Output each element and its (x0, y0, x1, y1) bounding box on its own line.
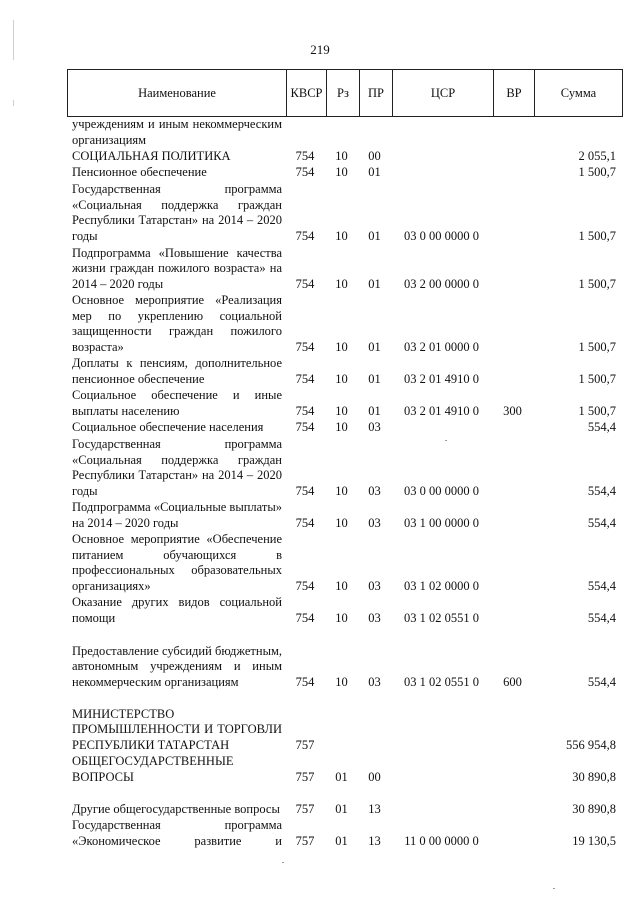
row-name: Государственная программа «Экономическое развитие и (72, 818, 282, 849)
table-row (67, 436, 623, 500)
table-row (67, 818, 623, 850)
header-pr: ПР (359, 70, 392, 116)
row-kvsr: 754 (295, 675, 315, 690)
row-name: Доплаты к пенсиям, дополнительное пенсионное обеспечение (72, 356, 282, 387)
row-vr: 300 (503, 404, 522, 419)
row-kvsr: 757 (295, 738, 315, 753)
row-name: Государственная программа «Социальная поддержка граждан Республики Татарстан» на 2014 – 2020 годы (72, 181, 282, 244)
row-kvsr: 754 (295, 484, 315, 499)
row-name: Предоставление субсидий бюджетным, автономным учреждениям и иным некоммерческим организациям (72, 643, 282, 690)
row-rz: 01 (335, 770, 348, 785)
row-vr: 600 (503, 675, 522, 690)
row-sum: 554,4 (587, 484, 616, 499)
table-row (67, 786, 623, 818)
table-row (67, 293, 623, 356)
row-csr: 03 2 01 4910 0 (404, 372, 479, 387)
row-name: Государственная программа «Социальная поддержка граждан Республики Татарстан» на 2014 – 2020 годы (72, 436, 282, 499)
row-pr: 01 (368, 404, 381, 419)
row-sum: 1 500,7 (578, 229, 616, 244)
row-sum: 554,4 (587, 579, 616, 594)
table-row (67, 532, 623, 595)
row-rz: 10 (335, 340, 348, 355)
table-row (67, 595, 623, 627)
row-csr: 03 1 02 0551 0 (404, 611, 479, 626)
row-kvsr: 754 (295, 611, 315, 626)
row-sum: 2 055,1 (578, 149, 616, 164)
row-pr: 00 (368, 149, 381, 164)
table-row (67, 245, 623, 293)
table-row (67, 356, 623, 388)
row-pr: 03 (368, 484, 381, 499)
row-name: Социальное обеспечение и иные выплаты населению (72, 388, 282, 419)
header-rz: Рз (326, 70, 359, 116)
table-row (67, 500, 623, 532)
row-sum: 554,4 (587, 675, 616, 690)
row-pr: 03 (368, 420, 381, 435)
row-sum: 1 500,7 (578, 277, 616, 292)
row-sum: 30 890,8 (572, 802, 616, 817)
row-name: Основное мероприятие «Обеспечение питанием обучающихся в профессиональных образовательных организациях» (72, 531, 282, 594)
row-kvsr: 754 (295, 420, 315, 435)
row-name: учреждениям и иным некоммерческим организациям (72, 117, 282, 148)
page-number: 219 (310, 42, 330, 57)
table-row (67, 691, 623, 754)
row-name: Основное мероприятие «Реализация мер по укреплению социальной защищенности граждан пожилого возраста» (72, 292, 282, 355)
row-name: Пенсионное обеспечение (72, 165, 207, 180)
row-name: Подпрограмма «Повышение качества жизни граждан пожилого возраста» на 2014 – 2020 годы (72, 245, 282, 292)
row-rz: 10 (335, 516, 348, 531)
row-sum: 554,4 (587, 611, 616, 626)
row-name: Оказание других видов социальной помощи (72, 595, 282, 626)
row-sum: 30 890,8 (572, 770, 616, 785)
row-rz: 10 (335, 611, 348, 626)
row-rz: 10 (335, 579, 348, 594)
row-sum: 1 500,7 (578, 165, 616, 180)
row-kvsr: 754 (295, 579, 315, 594)
row-sum: 1 500,7 (578, 404, 616, 419)
row-pr: 00 (368, 770, 381, 785)
row-csr: 03 2 01 0000 0 (404, 340, 479, 355)
scan-speck (445, 440, 447, 441)
table-row (67, 181, 623, 245)
row-rz: 01 (335, 834, 348, 849)
row-rz: 10 (335, 675, 348, 690)
row-kvsr: 754 (295, 516, 315, 531)
margin-mark-middle (13, 100, 14, 106)
row-pr: 03 (368, 611, 381, 626)
row-name: СОЦИАЛЬНАЯ ПОЛИТИКА (72, 149, 231, 164)
row-csr: 03 2 01 4910 0 (404, 404, 479, 419)
row-rz: 10 (335, 372, 348, 387)
row-pr: 13 (368, 834, 381, 849)
row-kvsr: 754 (295, 149, 315, 164)
row-pr: 01 (368, 229, 381, 244)
row-sum: 556 954,8 (566, 738, 616, 753)
row-pr: 13 (368, 802, 381, 817)
row-kvsr: 754 (295, 277, 315, 292)
header-sum: Сумма (534, 70, 622, 116)
table-row (67, 117, 623, 149)
header-csr: ЦСР (392, 70, 493, 116)
row-kvsr: 754 (295, 165, 315, 180)
row-rz: 10 (335, 165, 348, 180)
row-csr: 11 0 00 0000 0 (404, 834, 479, 849)
row-sum: 554,4 (587, 420, 616, 435)
row-csr: 03 1 00 0000 0 (404, 516, 479, 531)
row-kvsr: 757 (295, 770, 315, 785)
table-row (67, 420, 623, 436)
row-kvsr: 754 (295, 404, 315, 419)
row-csr: 03 1 02 0551 0 (404, 675, 479, 690)
header-name: Наименование (138, 85, 216, 100)
row-kvsr: 754 (295, 340, 315, 355)
row-sum: 554,4 (587, 516, 616, 531)
row-sum: 19 130,5 (572, 834, 616, 849)
row-name: ОБЩЕГОСУДАРСТВЕННЫЕ ВОПРОСЫ (72, 754, 234, 785)
row-csr: 03 2 00 0000 0 (404, 277, 479, 292)
row-name: Социальное обеспечение населения (72, 420, 264, 435)
row-pr: 03 (368, 579, 381, 594)
row-pr: 03 (368, 675, 381, 690)
row-kvsr: 757 (295, 834, 315, 849)
scan-speck (282, 862, 284, 863)
row-rz: 10 (335, 229, 348, 244)
row-sum: 1 500,7 (578, 340, 616, 355)
row-rz: 10 (335, 420, 348, 435)
row-kvsr: 754 (295, 372, 315, 387)
row-rz: 10 (335, 404, 348, 419)
row-pr: 03 (368, 516, 381, 531)
table-row (67, 149, 623, 165)
table-row (67, 754, 623, 786)
table-row (67, 388, 623, 420)
row-csr: 03 0 00 0000 0 (404, 484, 479, 499)
row-name: МИНИСТЕРСТВО ПРОМЫШЛЕННОСТИ И ТОРГОВЛИ РЕСПУБЛИКИ ТАТАРСТАН (72, 706, 282, 753)
table-body (67, 117, 623, 850)
row-name: Другие общегосударственные вопросы (72, 802, 280, 817)
table-header (67, 69, 623, 117)
scan-speck (553, 888, 555, 889)
row-kvsr: 757 (295, 802, 315, 817)
row-pr: 01 (368, 372, 381, 387)
row-csr: 03 1 02 0000 0 (404, 579, 479, 594)
row-name: Подпрограмма «Социальные выплаты» на 2014 – 2020 годы (72, 500, 282, 531)
row-csr: 03 0 00 0000 0 (404, 229, 479, 244)
row-pr: 01 (368, 340, 381, 355)
table-row (67, 165, 623, 181)
row-kvsr: 754 (295, 229, 315, 244)
header-vr: ВР (493, 70, 534, 116)
row-pr: 01 (368, 165, 381, 180)
header-kvsr: КВСР (286, 70, 326, 116)
row-pr: 01 (368, 277, 381, 292)
row-rz: 10 (335, 277, 348, 292)
row-sum: 1 500,7 (578, 372, 616, 387)
row-rz: 01 (335, 802, 348, 817)
row-rz: 10 (335, 149, 348, 164)
row-rz: 10 (335, 484, 348, 499)
table-row (67, 627, 623, 691)
